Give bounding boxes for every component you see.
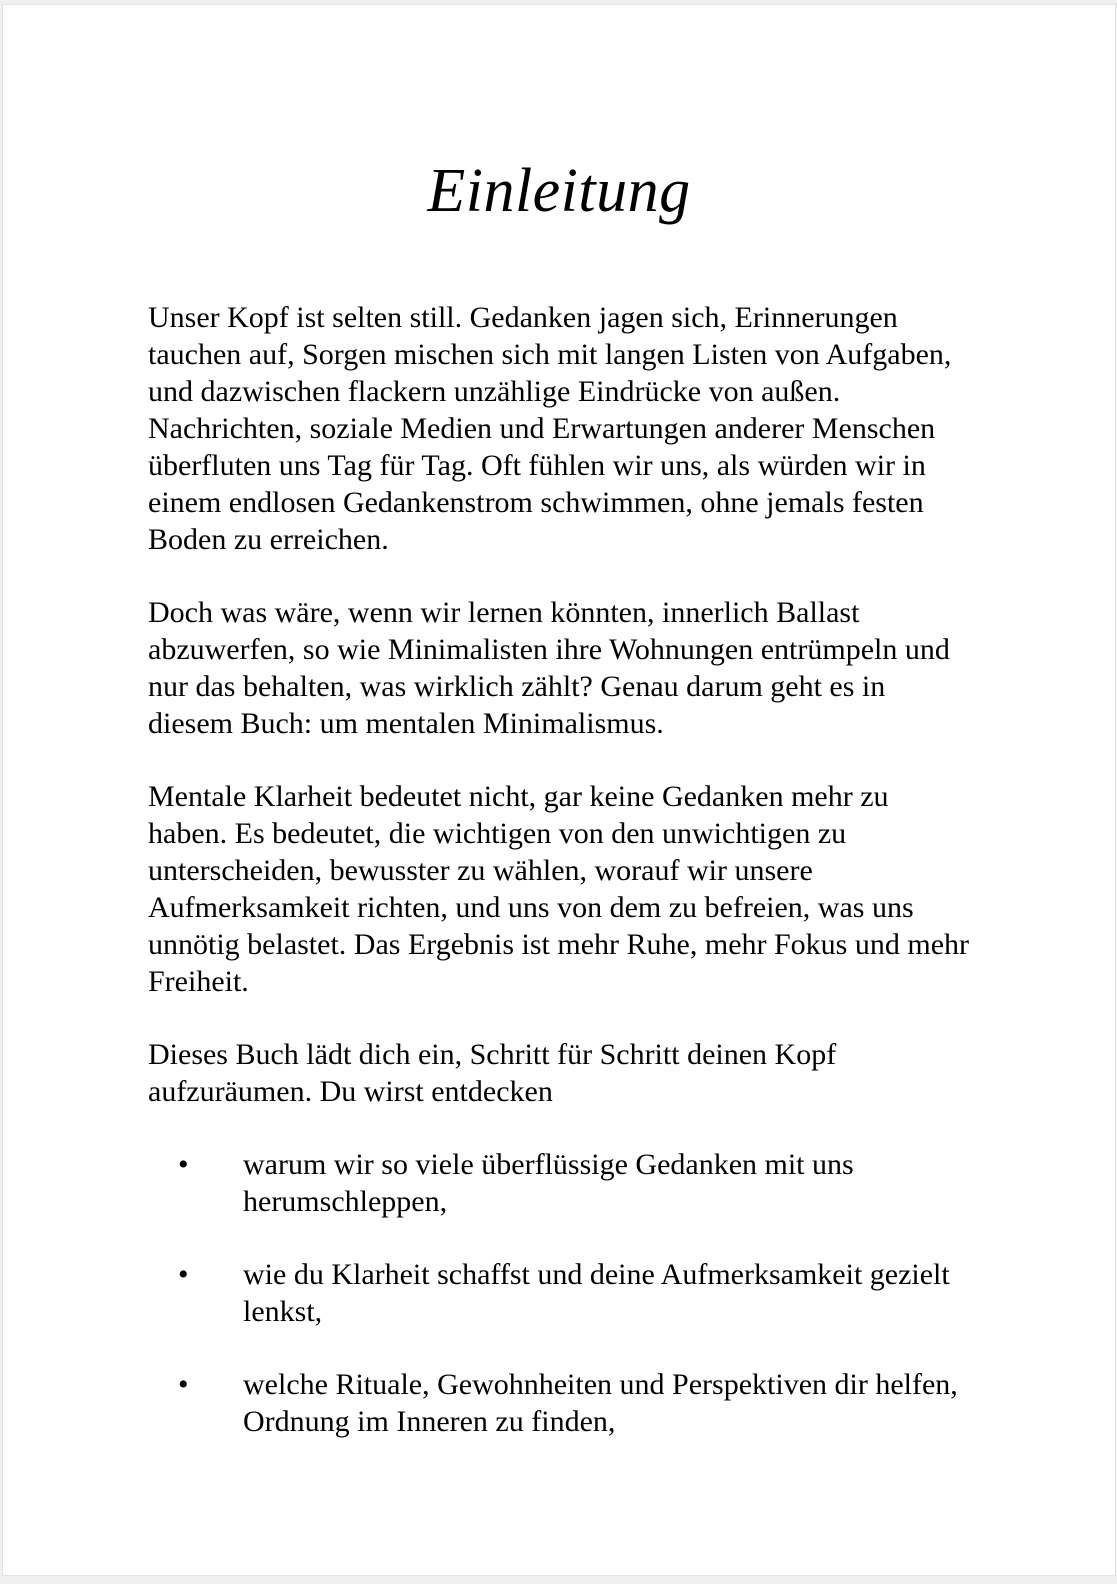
list-item-text: warum wir so viele überflüssige Gedanken mit uns herumschleppen, bbox=[243, 1148, 854, 1218]
list-item-text: welche Rituale, Gewohnheiten und Perspektiven dir helfen, Ordnung im Inneren zu finden, bbox=[243, 1368, 958, 1438]
list-item bbox=[148, 1256, 970, 1330]
page-sheet bbox=[3, 5, 1115, 1575]
paragraph-mental-clarity: Mentale Klarheit bedeutet nicht, gar keine Gedanken mehr zu haben. Es bedeutet, die wichtigen von den unwichtigen zu unterscheiden, bewusster zu wählen, worauf wir unsere Aufmerksamkeit richten, und uns von dem zu befreien, was uns unnötig belastet. Das Ergebnis ist mehr Ruhe, mehr Fokus und mehr Freiheit. bbox=[148, 780, 970, 998]
list-item bbox=[148, 1366, 970, 1440]
page-content bbox=[148, 5, 970, 1440]
bullet-list bbox=[148, 1146, 970, 1440]
bullet-icon: • bbox=[178, 1148, 189, 1181]
paragraph-ballast: Doch was wäre, wenn wir lernen könnten, innerlich Ballast abzuwerfen, so wie Minimalisten ihre Wohnungen entrümpeln und nur das behalten, was wirklich zählt? Genau darum geht es in diesem Buch: um mentalen Minimalismus. bbox=[148, 596, 950, 740]
bullet-icon: • bbox=[178, 1368, 189, 1401]
paragraph-intro-thoughts: Unser Kopf ist selten still. Gedanken jagen sich, Erinnerungen tauchen auf, Sorgen mischen sich mit langen Listen von Aufgaben, und dazwischen flackern unzählige Eindrücke von außen. Nachrichten, soziale Medien und Erwartungen anderer Menschen überfluten uns Tag für Tag. Oft fühlen wir uns, als würden wir in einem endlosen Gedankenstrom schwimmen, ohne jemals festen Boden zu erreichen. bbox=[148, 301, 952, 556]
page-title: Einleitung bbox=[427, 157, 691, 225]
bullet-icon: • bbox=[178, 1258, 189, 1291]
paragraph-book-invitation: Dieses Buch lädt dich ein, Schritt für Schritt deinen Kopf aufzuräumen. Du wirst entdecken bbox=[148, 1038, 837, 1108]
list-item bbox=[148, 1146, 970, 1220]
list-item-text: wie du Klarheit schaffst und deine Aufmerksamkeit gezielt lenkst, bbox=[243, 1258, 950, 1328]
